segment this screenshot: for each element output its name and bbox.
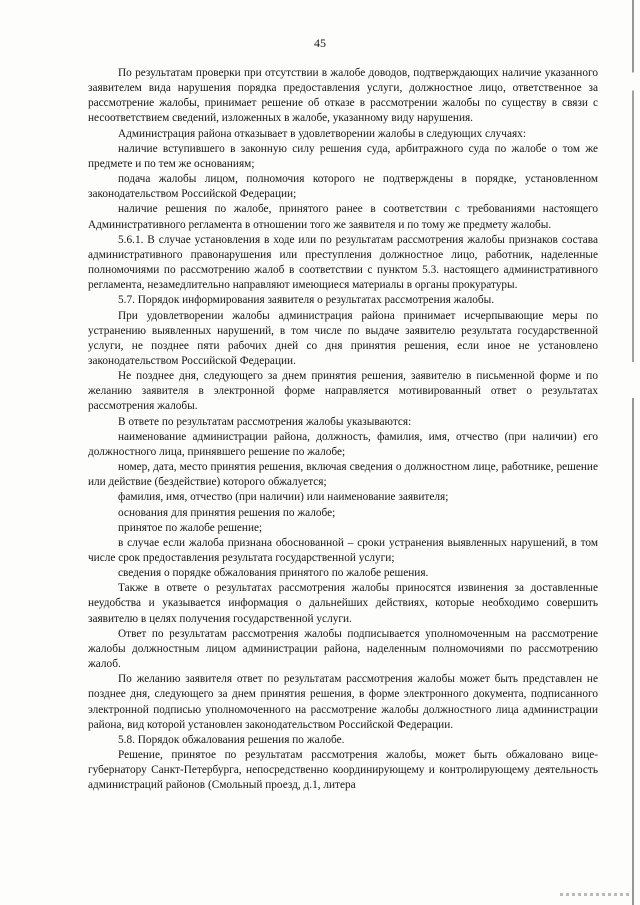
paragraph-4: подача жалобы лицом, полномочия которого не подтверждены в порядке, установленном законодательством Российской Федерации; — [88, 173, 598, 201]
paragraph-20: По желанию заявителя ответ по результатам рассмотрения жалобы может быть представлен не позднее дня, следующего за днем принятия решения, в форме электронного документа, подписанного электронной подписью уполномоченного на рассмотрение жалобы должностного лица администрации района, вид которой установлен законодательством Российской Федерации. — [88, 673, 598, 731]
section-heading-5-8: 5.8. Порядок обжалования решения по жалобе. — [118, 733, 345, 746]
paragraph-18: Также в ответе о результатах рассмотрения жалобы приносятся извинения за доставленные неудобства и указывается информация о дальнейших действиях, которые необходимо совершить заявителю в целях получения государственной услуги. — [88, 582, 598, 625]
list-item-7: сведения о порядке обжалования принятого по жалобе решения. — [118, 567, 429, 580]
list-item-3: фамилия, имя, отчество (при наличии) или наименование заявителя; — [118, 491, 449, 504]
scan-edge-artifact — [632, 0, 634, 905]
paragraph-6: 5.6.1. В случае установления в ходе или по результатам рассмотрения жалобы признаков состава административного правонарушения или преступления должностное лицо, работник, наделенные полномочиями по рассмотрению жалоб в соответствии с пунктом 5.3. настоящего административного регламента, незамедлительно направляют имеющиеся материалы в органы прокуратуры. — [88, 233, 598, 292]
paragraph-22: Решение, принятое по результатам рассмотрения жалобы, может быть обжаловано вице-губернатору Санкт-Петербурга, непосредственно координирующему и контролирующему деятельность администраций районов (Смольный проезд, д.1, литера — [88, 749, 598, 792]
page-number: 45 — [314, 36, 326, 50]
paragraph-5: наличие решения по жалобе, принятого ранее в соответствии с требованиями настоящего Административного регламента в отношении того же заявителя и по тому же предмету жалобы. — [88, 203, 598, 231]
paragraph-2: Администрация района отказывает в удовлетворении жалобы в следующих случаях: — [118, 127, 526, 140]
paragraph-3: наличие вступившего в законную силу решения суда, арбитражного суда по жалобе о том же предмете и по тем же основаниям; — [88, 142, 598, 170]
document-body — [88, 66, 598, 794]
list-item-6: в случае если жалоба признана обоснованной – сроки устранения выявленных нарушений, в том числе срок предоставления результата государственной услуги; — [88, 536, 598, 564]
paragraph-19: Ответ по результатам рассмотрения жалобы подписывается уполномоченным на рассмотрение жалобы должностным лицом администрации района, наделенным полномочиями по рассмотрению жалоб. — [88, 627, 598, 671]
paragraph-1: По результатам проверки при отсутствии в жалобе доводов, подтверждающих наличие указанного заявителем вида нарушения порядка предоставления услуги, должностное лицо, ответственное за рассмотрение жалобы, принимает решение об отказе в рассмотрении жалобы по существу в связи с несоответствием сведений, изложенных в жалобе, указанному виду нарушения. — [88, 67, 598, 125]
section-heading-5-7: 5.7. Порядок информирования заявителя о результатах рассмотрения жалобы. — [118, 294, 495, 307]
list-item-5: принятое по жалобе решение; — [118, 521, 263, 534]
list-item-2: номер, дата, место принятия решения, включая сведения о должностном лице, работнике, решение или действие (бездействие) которого обжалуется; — [88, 461, 598, 489]
list-item-4: основания для принятия решения по жалобе; — [118, 506, 336, 519]
paragraph-10: В ответе по результатам рассмотрения жалобы указываются: — [118, 415, 412, 428]
scan-bottom-artifact — [560, 893, 630, 896]
list-item-1: наименование администрации района, должность, фамилия, имя, отчество (при наличии) его должностного лица, принявшего решение по жалобе; — [88, 430, 598, 458]
paragraph-9: Не позднее дня, следующего за днем принятия решения, заявителю в письменной форме и по желанию заявителя в электронной форме направляется мотивированный ответ о результатах рассмотрения жалобы. — [88, 370, 598, 413]
paragraph-8: При удовлетворении жалобы администрация района принимает исчерпывающие меры по устранению выявленных нарушений, в том числе по выдаче заявителю результата государственной услуги, не позднее пяти рабочих дней со дня принятия решения, если иное не установлено законодательством Российской Федерации. — [88, 309, 598, 367]
